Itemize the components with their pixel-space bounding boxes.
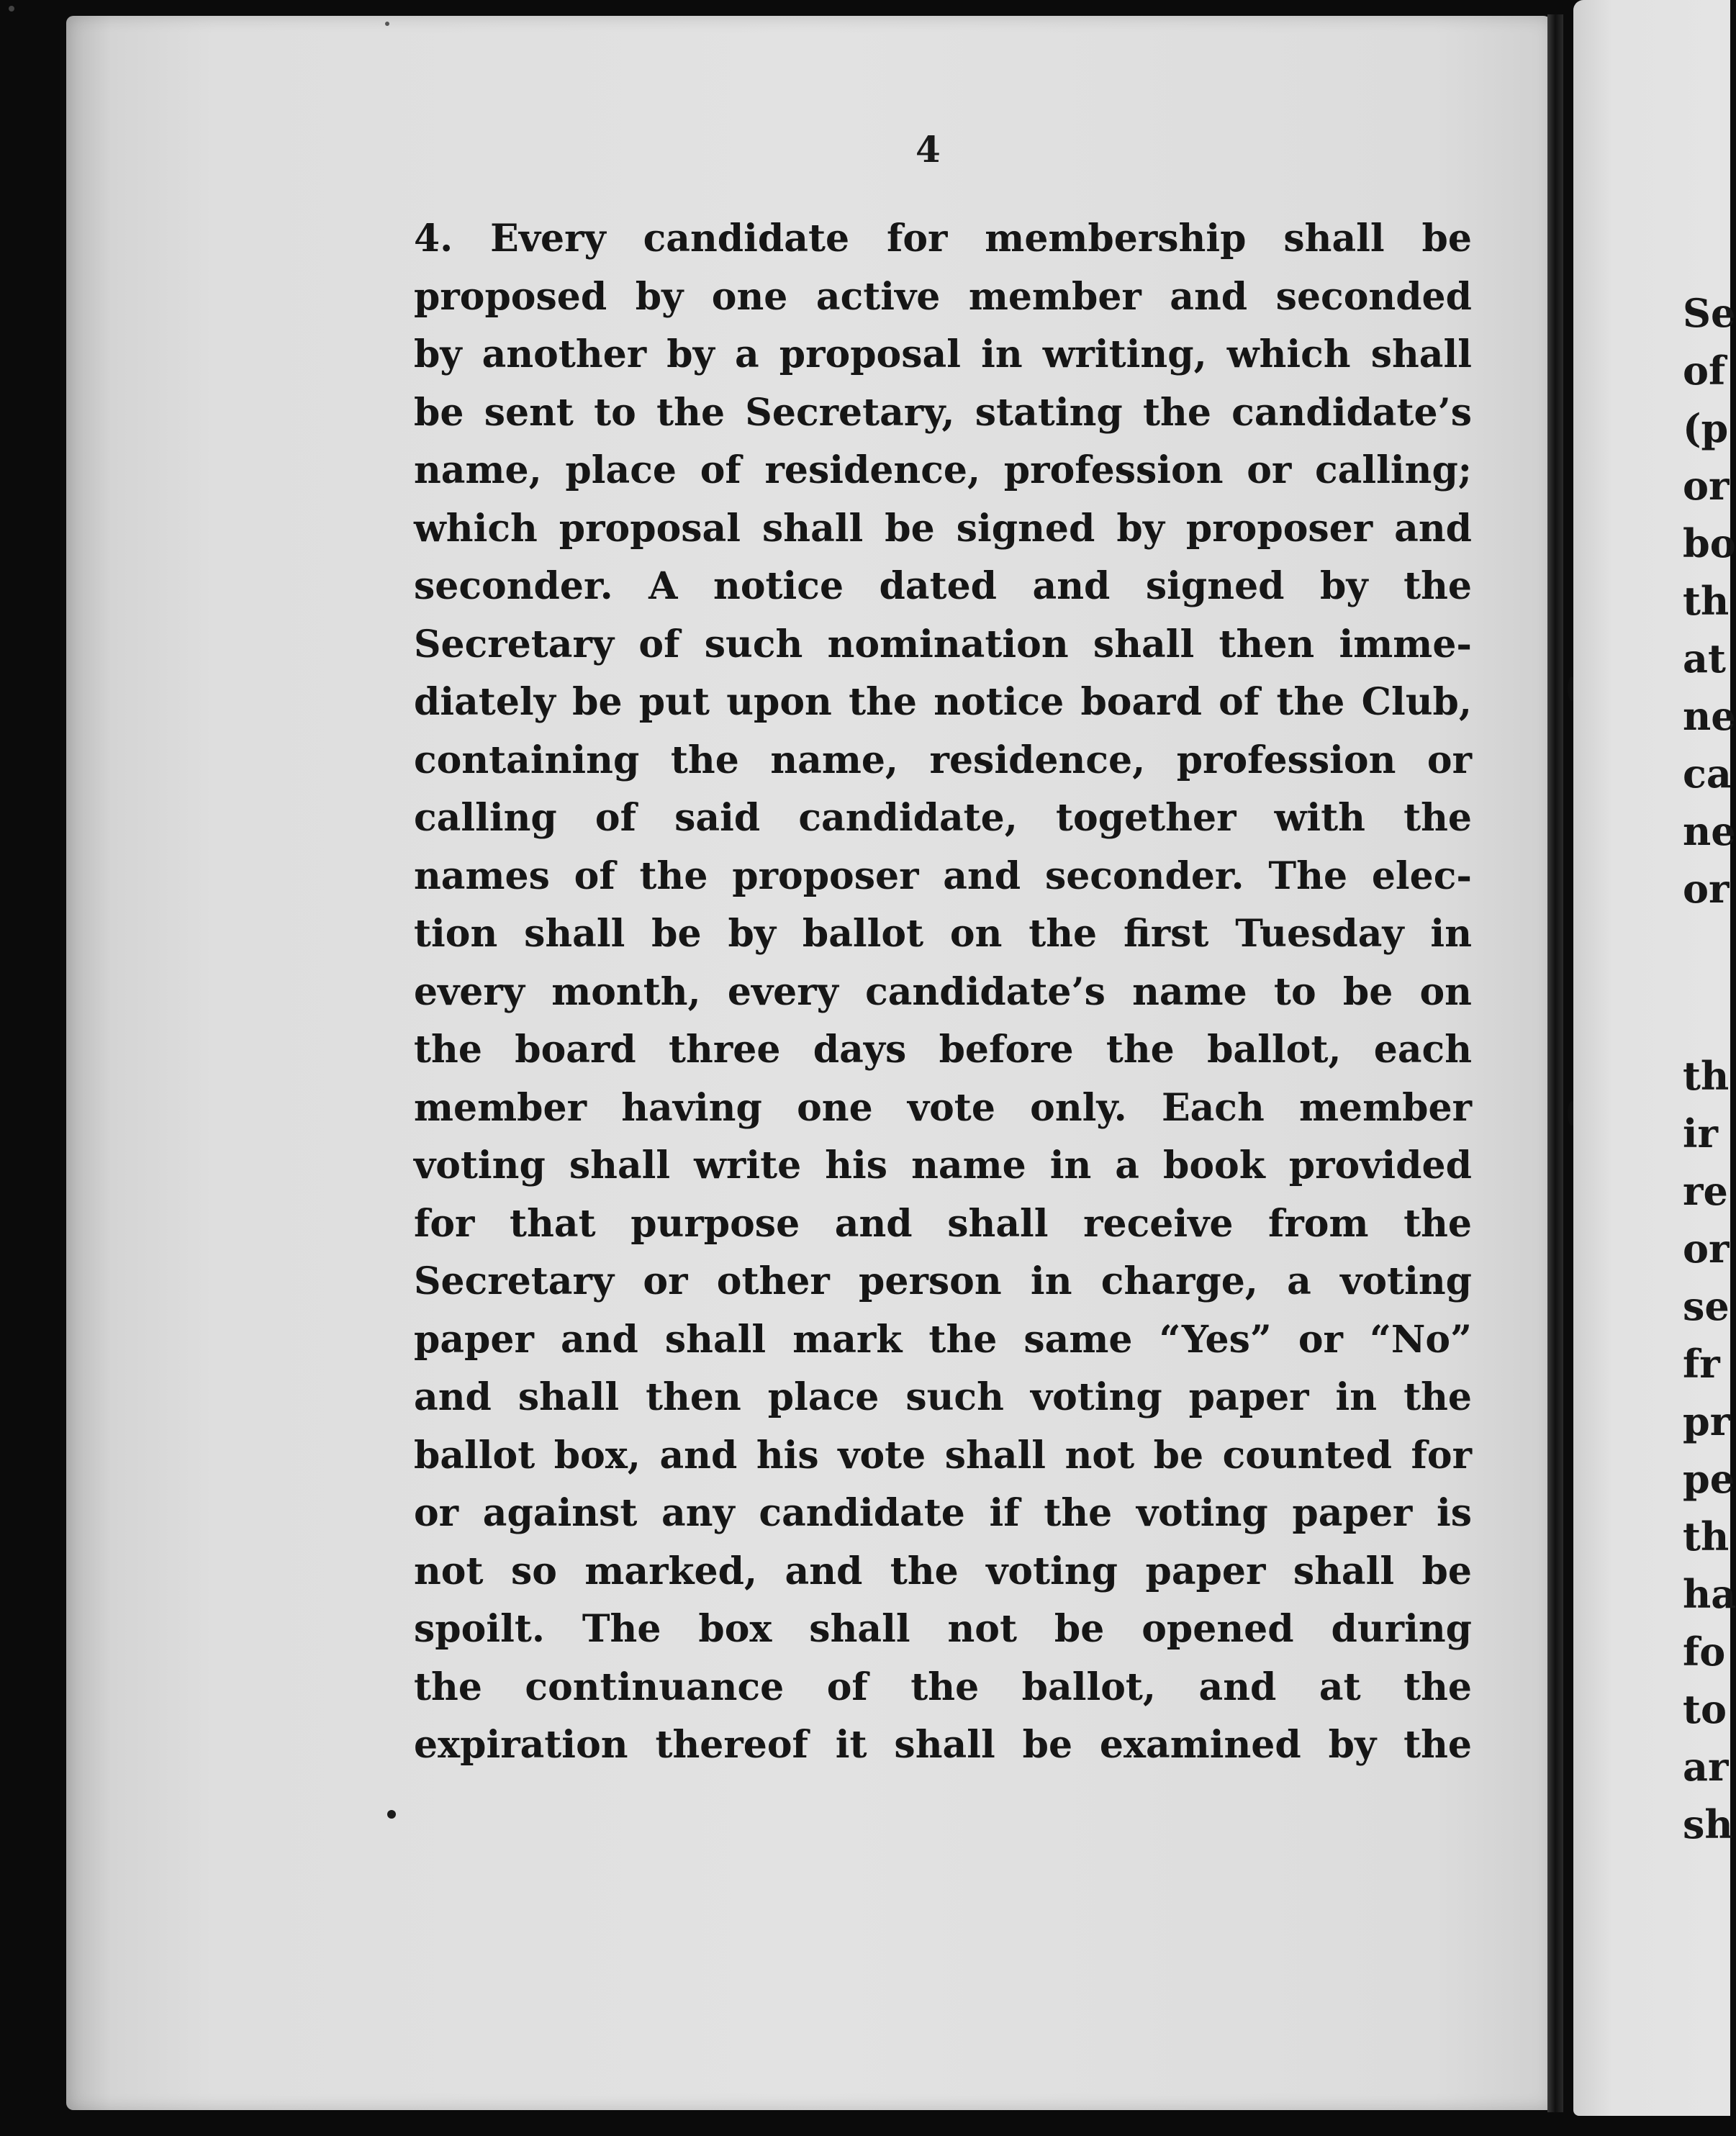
facing-line: of — [1683, 348, 1726, 394]
facing-line: ir — [1683, 1110, 1718, 1157]
facing-line: th — [1683, 578, 1730, 624]
text-line: the continuance of the ballot, and at the — [414, 1665, 1472, 1709]
text-line: member having one vote only. Each member — [414, 1085, 1472, 1130]
text-line: which proposal shall be signed by proposer and — [414, 506, 1472, 551]
text-line: voting shall write his name in a book provided — [414, 1144, 1472, 1187]
text-line: or against any candidate if the voting paper is — [414, 1491, 1472, 1535]
text-line: 4. Every candidate for membership shall be — [414, 217, 1472, 261]
page-number: 4 — [916, 128, 941, 171]
text-line: and shall then place such voting paper in the — [414, 1375, 1472, 1419]
facing-line: or — [1683, 1226, 1730, 1272]
scan-speck — [385, 22, 389, 26]
facing-line: pe — [1683, 1456, 1735, 1502]
text-line: Secretary of such nomination shall then imme- — [414, 622, 1472, 666]
text-line: proposed by one active member and seconded — [414, 274, 1472, 319]
text-line: not so marked, and the voting paper shall be — [414, 1549, 1472, 1593]
text-line: paper and shall mark the same “Yes” or “No” — [414, 1317, 1472, 1362]
facing-line: th — [1683, 1513, 1730, 1560]
text-line: containing the name, residence, profession or — [414, 738, 1472, 782]
facing-line: or — [1683, 866, 1730, 912]
facing-line: or — [1683, 463, 1730, 509]
facing-line: th — [1683, 1053, 1730, 1099]
text-line: for that purpose and shall receive from the — [414, 1201, 1472, 1246]
text-line: every month, every candidate’s name to be on — [414, 969, 1472, 1014]
facing-line: at — [1683, 635, 1726, 682]
facing-line: se — [1683, 1283, 1730, 1329]
facing-line: ne — [1683, 693, 1736, 739]
facing-line: ca — [1683, 751, 1732, 797]
facing-line: ne — [1683, 808, 1736, 854]
text-line: ballot box, and his vote shall not be counted for — [414, 1433, 1472, 1477]
book-gutter — [1547, 14, 1563, 2112]
facing-line: Se — [1683, 290, 1736, 336]
text-line: name, place of residence, profession or calling; — [414, 448, 1472, 492]
text-line: seconder. A notice dated and signed by the — [414, 564, 1472, 608]
facing-line: ar — [1683, 1744, 1729, 1790]
facing-line: fo — [1683, 1629, 1726, 1675]
ink-speck — [387, 1810, 396, 1819]
text-line: the board three days before the ballot, each — [414, 1028, 1472, 1072]
text-line: calling of said candidate, together with the — [414, 796, 1472, 840]
facing-line: (p — [1683, 405, 1729, 451]
text-line: spoilt. The box shall not be opened during — [414, 1607, 1472, 1651]
text-line: by another by a proposal in writing, which shall — [414, 332, 1472, 376]
scan-speck — [9, 6, 14, 12]
facing-line: sh — [1683, 1801, 1733, 1847]
facing-line: pr — [1683, 1398, 1731, 1444]
text-line: expiration thereof it shall be examined by the — [414, 1723, 1472, 1767]
facing-line: bo — [1683, 520, 1736, 566]
text-line: be sent to the Secretary, stating the candidate’s — [414, 390, 1472, 435]
rule-paragraph — [414, 210, 1472, 1775]
text-line: tion shall be by ballot on the first Tuesday in — [414, 912, 1472, 956]
text-line: names of the proposer and seconder. The elec- — [414, 854, 1472, 898]
facing-line: ha — [1683, 1571, 1736, 1617]
facing-line: fr — [1683, 1341, 1720, 1387]
text-line: diately be put upon the notice board of the Club, — [414, 680, 1472, 724]
text-line: Secretary or other person in charge, a voting — [414, 1259, 1472, 1303]
facing-line: re — [1683, 1168, 1728, 1214]
facing-line: to — [1683, 1686, 1727, 1732]
